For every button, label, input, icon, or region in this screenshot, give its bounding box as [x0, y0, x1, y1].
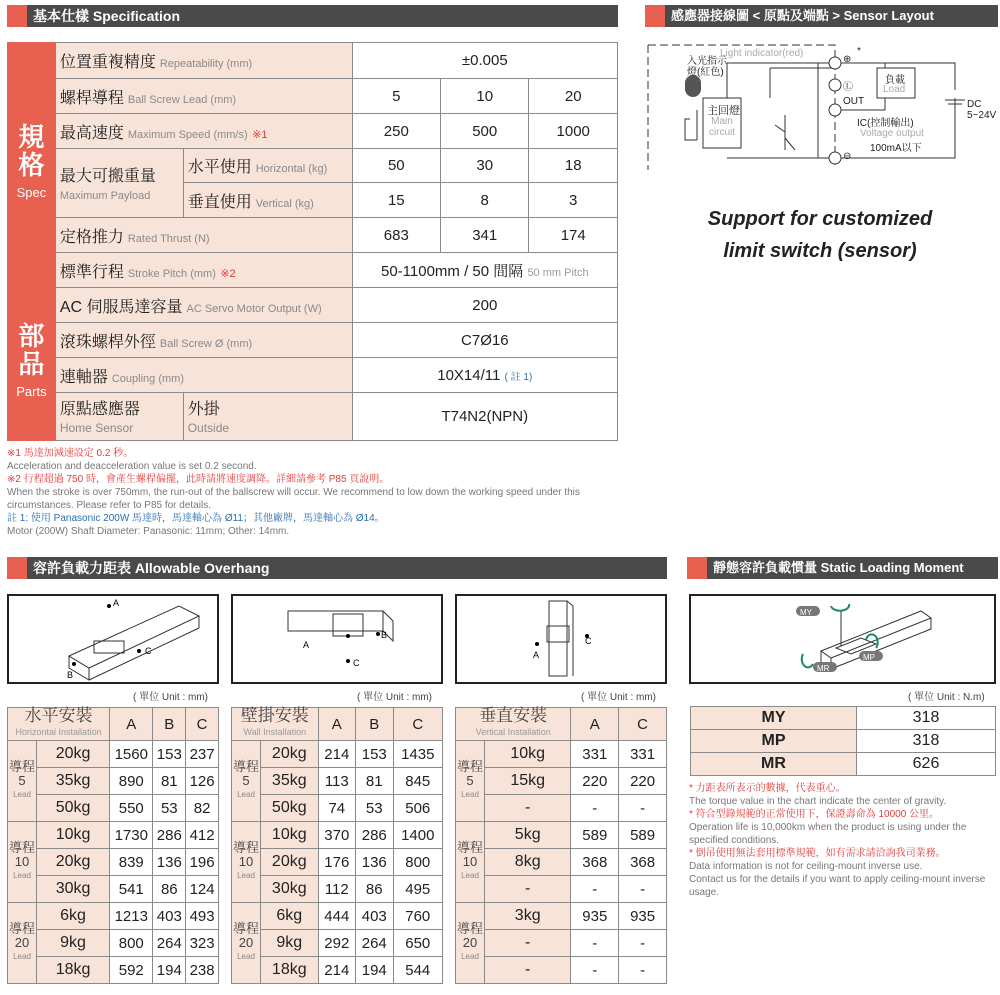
voltage-label: 5~24V — [967, 110, 997, 121]
column-header: A — [571, 708, 619, 741]
svg-text:C: C — [145, 646, 152, 656]
unit-label: ( 單位 Unit : mm) — [581, 692, 656, 703]
svg-text:MP: MP — [863, 653, 875, 662]
value-cell: 136 — [356, 849, 393, 876]
lead-cell: 導程 10 Lead — [232, 822, 261, 903]
column-header: C — [619, 708, 667, 741]
light-indicator-label: Light indicator(red) — [720, 48, 804, 59]
moment-row — [691, 707, 996, 730]
value-cell: 214 — [318, 957, 355, 984]
table-row — [456, 795, 667, 822]
payload-vertical-label: 垂直使用 Vertical (kg) — [183, 183, 352, 218]
sensor-label: 原點感應器 Home Sensor — [55, 393, 183, 441]
value-cell: 264 — [356, 930, 393, 957]
payload-value: 3 — [529, 183, 618, 218]
value-cell: 53 — [356, 795, 393, 822]
value-cell: 292 — [318, 930, 355, 957]
note: ※1 馬達加減速設定 0.2 秒。 — [7, 448, 134, 459]
payload-value: 15 — [352, 183, 440, 218]
load-cell: 10kg — [485, 741, 571, 768]
lead-cell: 導程 20 Lead — [232, 903, 261, 984]
column-header: C — [393, 708, 443, 741]
value-cell: 86 — [153, 876, 186, 903]
value-cell: 1400 — [393, 822, 443, 849]
load-cell: 20kg — [37, 849, 110, 876]
table-row — [8, 930, 219, 957]
value-cell: - — [619, 930, 667, 957]
value-cell: 194 — [153, 957, 186, 984]
moment-key: MY — [691, 707, 857, 730]
value-cell: - — [619, 795, 667, 822]
dc-label: DC — [967, 99, 982, 110]
value-cell: - — [571, 957, 619, 984]
value-cell: 331 — [571, 741, 619, 768]
value-cell: 286 — [153, 822, 186, 849]
speed-value: 250 — [352, 114, 440, 149]
value-cell: 323 — [186, 930, 219, 957]
sensor-caption — [645, 203, 995, 267]
moment-key: MP — [691, 730, 857, 753]
value-cell: 196 — [186, 849, 219, 876]
value-cell: 74 — [318, 795, 355, 822]
payload-value: 50 — [352, 149, 440, 183]
value-cell: 53 — [153, 795, 186, 822]
moment-note: * 符合型錄規範的正常使用下，保證壽命為 10000 公里。 — [689, 809, 940, 820]
horizontal-diagram — [7, 594, 219, 684]
value-cell: 493 — [186, 903, 219, 930]
value-cell: 506 — [393, 795, 443, 822]
moment-row — [691, 730, 996, 753]
load-cell: - — [485, 957, 571, 984]
moment-notes — [689, 782, 997, 899]
thrust-value: 341 — [441, 218, 529, 253]
moment-note: Operation life is 10,000km when the product is using under the specified conditions. — [689, 822, 967, 846]
note: 註 1: 使用 Panasonic 200W 馬達時，馬達軸心為 Ø11；其他廠牌，馬達軸心為 Ø14。 — [7, 513, 385, 524]
payload-value: 8 — [441, 183, 529, 218]
load-cell: 6kg — [261, 903, 319, 930]
lead-value: 20 — [529, 79, 618, 114]
load-cell: 20kg — [261, 849, 319, 876]
value-cell: 264 — [153, 930, 186, 957]
svg-text:B: B — [381, 630, 388, 640]
table-title: 垂直安裝 Vertical Installation — [456, 708, 571, 741]
load-cell: 18kg — [261, 957, 319, 984]
moment-value: 626 — [857, 753, 996, 776]
load-cell: 50kg — [37, 795, 110, 822]
value-cell: 214 — [318, 741, 355, 768]
value-cell: 1730 — [110, 822, 153, 849]
svg-text:MR: MR — [817, 664, 830, 673]
value-cell: 238 — [186, 957, 219, 984]
value-cell: 412 — [186, 822, 219, 849]
column-header: A — [318, 708, 355, 741]
load-cell: 30kg — [37, 876, 110, 903]
spec-table — [7, 42, 618, 441]
table-title: 水平安裝 Horizontal Installation — [8, 708, 110, 741]
value-cell: 153 — [356, 741, 393, 768]
svg-text:B: B — [67, 670, 74, 680]
sensor-header-title: 感應器接線圖 < 原點及端點 > Sensor Layout — [665, 5, 998, 27]
led-label: 入光指示燈(紅色) — [687, 56, 727, 78]
value-cell: 124 — [186, 876, 219, 903]
note: When the stroke is over 750mm, the run-out of the ballscrew will occur. We recommend to low down the working speed under this circumstances. Please refer to P85 for details. — [7, 487, 580, 511]
note: ※2 行程超過 750 時，會產生螺桿偏擺，此時請將速度調降。詳細請參考 P85 頁說明。 — [7, 474, 390, 485]
value-cell: 113 — [318, 768, 355, 795]
moment-note: Contact us for the details if you want to apply ceiling-mount inverse usage. — [689, 874, 986, 898]
value-cell: 153 — [153, 741, 186, 768]
spec-group: 規格 Spec — [8, 43, 56, 288]
thrust-value: 683 — [352, 218, 440, 253]
spec-header-title: 基本仕樣 Specification — [27, 5, 618, 27]
table-row — [232, 741, 443, 768]
load-cell: - — [485, 876, 571, 903]
value-cell: 368 — [571, 849, 619, 876]
moment-note: Data information is not for ceiling-mount inverse use. — [689, 861, 923, 872]
value-cell: 495 — [393, 876, 443, 903]
table-row — [456, 741, 667, 768]
load-cell: 10kg — [37, 822, 110, 849]
load-cell: 9kg — [37, 930, 110, 957]
moment-unit: ( 單位 Unit : N.m) — [908, 692, 985, 703]
value-cell: - — [571, 795, 619, 822]
value-cell: 544 — [393, 957, 443, 984]
svg-text:MY: MY — [800, 608, 812, 617]
load-cell: 18kg — [37, 957, 110, 984]
minus-terminal: ⊖ — [843, 151, 852, 162]
table-row — [232, 849, 443, 876]
lead-cell: 導程 5 Lead — [232, 741, 261, 822]
caption-line: limit switch (sensor) — [723, 240, 917, 262]
payload-value: 18 — [529, 149, 618, 183]
value-cell: 592 — [110, 957, 153, 984]
speed-value: 1000 — [529, 114, 618, 149]
load-cell: 5kg — [485, 822, 571, 849]
stroke-label: 標準行程 Stroke Pitch (mm) ※2 — [55, 253, 352, 288]
value-cell: - — [619, 876, 667, 903]
payload-value: 30 — [441, 149, 529, 183]
table-row — [8, 849, 219, 876]
value-cell: 286 — [356, 822, 393, 849]
moment-header-title: 靜態容許負載慣量 Static Loading Moment — [707, 557, 998, 579]
lead-value: 10 — [441, 79, 529, 114]
table-row — [8, 768, 219, 795]
table-row — [456, 822, 667, 849]
parts-group: 部品 Parts — [8, 288, 56, 441]
value-cell: 220 — [619, 768, 667, 795]
load-cell: 30kg — [261, 876, 319, 903]
overhang-table — [231, 707, 443, 984]
load-cell: 6kg — [37, 903, 110, 930]
column-header: B — [153, 708, 186, 741]
lead-cell: 導程 10 Lead — [456, 822, 485, 903]
value-cell: - — [571, 876, 619, 903]
column-header: C — [186, 708, 219, 741]
value-cell: 82 — [186, 795, 219, 822]
value-cell: - — [571, 930, 619, 957]
moment-diagram — [689, 594, 996, 684]
value-cell: 368 — [619, 849, 667, 876]
thrust-label: 定格推力 Rated Thrust (N) — [55, 218, 352, 253]
moment-row — [691, 753, 996, 776]
main-circuit-en: Main circuit — [708, 116, 736, 138]
lead-cell: 導程 20 Lead — [456, 903, 485, 984]
unit-label: ( 單位 Unit : mm) — [133, 692, 208, 703]
value-cell: 331 — [619, 741, 667, 768]
table-row — [8, 876, 219, 903]
load-cell: 3kg — [485, 903, 571, 930]
motor-label: AC 伺服馬達容量 AC Servo Motor Output (W) — [55, 288, 352, 323]
sensor-value: T74N2(NPN) — [352, 393, 617, 441]
overhang-table — [455, 707, 667, 984]
svg-text:A: A — [303, 640, 310, 650]
value-cell: - — [619, 957, 667, 984]
value-cell: 176 — [318, 849, 355, 876]
coupling-label: 連軸器 Coupling (mm) — [55, 358, 352, 393]
sensor-type: 外掛 Outside — [183, 393, 352, 441]
value-cell: 550 — [110, 795, 153, 822]
payload-label: 最大可搬重量 Maximum Payload — [55, 149, 183, 218]
value-cell: 1213 — [110, 903, 153, 930]
lead-cell: 導程 5 Lead — [456, 741, 485, 822]
repeatability-label: 位置重複精度 Repeatability (mm) — [55, 43, 352, 79]
svg-text:A: A — [113, 598, 120, 608]
load-cell: - — [485, 795, 571, 822]
load-cell: 15kg — [485, 768, 571, 795]
load-cell: 50kg — [261, 795, 319, 822]
value-cell: 237 — [186, 741, 219, 768]
value-cell: 370 — [318, 822, 355, 849]
table-row — [232, 930, 443, 957]
lead-cell: 導程 10 Lead — [8, 822, 37, 903]
table-row — [232, 903, 443, 930]
ballscrew-value: C7Ø16 — [352, 323, 617, 358]
current-label: 100mA以下 — [870, 143, 922, 154]
lead-cell: 導程 20 Lead — [8, 903, 37, 984]
wall-diagram — [231, 594, 443, 684]
value-cell: 403 — [356, 903, 393, 930]
moment-note: The torque value in the chart indicate the center of gravity. — [689, 796, 947, 807]
value-cell: 86 — [356, 876, 393, 903]
lead-cell: 導程 5 Lead — [8, 741, 37, 822]
caption-line: Support for customized — [707, 208, 933, 230]
value-cell: 839 — [110, 849, 153, 876]
vertical-diagram — [455, 594, 667, 684]
moment-key: MR — [691, 753, 857, 776]
value-cell: 220 — [571, 768, 619, 795]
table-row — [8, 822, 219, 849]
spec-header — [7, 5, 618, 27]
repeatability-value: ±0.005 — [352, 43, 617, 79]
column-header: A — [110, 708, 153, 741]
payload-horizontal-label: 水平使用 Horizontal (kg) — [183, 149, 352, 183]
motor-value: 200 — [352, 288, 617, 323]
stroke-value: 50-1100mm / 50 間隔 50 mm Pitch — [352, 253, 617, 288]
speed-value: 500 — [441, 114, 529, 149]
table-row — [8, 903, 219, 930]
table-row — [232, 957, 443, 984]
value-cell: 760 — [393, 903, 443, 930]
value-cell: 935 — [571, 903, 619, 930]
unit-label: ( 單位 Unit : mm) — [357, 692, 432, 703]
plus-terminal: ⊕ — [843, 54, 852, 65]
load-cell: 20kg — [261, 741, 319, 768]
overhang-table — [7, 707, 219, 984]
load-label: 負載 — [885, 75, 905, 86]
load-cell: 35kg — [261, 768, 319, 795]
out-terminal: OUT — [843, 96, 865, 107]
moment-value: 318 — [857, 730, 996, 753]
overhang-header — [7, 557, 667, 579]
load-cell: 8kg — [485, 849, 571, 876]
table-row — [232, 822, 443, 849]
value-cell: 403 — [153, 903, 186, 930]
value-cell: 81 — [356, 768, 393, 795]
table-row — [456, 768, 667, 795]
lead-value: 5 — [352, 79, 440, 114]
value-cell: 541 — [110, 876, 153, 903]
table-row — [456, 876, 667, 903]
value-cell: 800 — [393, 849, 443, 876]
value-cell: 650 — [393, 930, 443, 957]
table-row — [456, 903, 667, 930]
note: Acceleration and deacceleration value is set 0.2 second. — [7, 461, 257, 472]
table-row — [456, 930, 667, 957]
value-cell: 589 — [571, 822, 619, 849]
svg-text:A: A — [533, 650, 540, 660]
voltage-output-label: Voltage output — [860, 128, 924, 139]
note: Motor (200W) Shaft Diameter: Panasonic: 11mm; Other: 14mm. — [7, 526, 290, 537]
column-header: B — [356, 708, 393, 741]
value-cell: 935 — [619, 903, 667, 930]
load-en: Load — [883, 84, 906, 95]
ballscrew-label: 滾珠螺桿外徑 Ball Screw Ø (mm) — [55, 323, 352, 358]
value-cell: 194 — [356, 957, 393, 984]
sensor-diagram — [645, 40, 1000, 170]
moment-table — [690, 706, 996, 776]
table-row — [232, 876, 443, 903]
load-cell: 20kg — [37, 741, 110, 768]
table-row — [456, 849, 667, 876]
value-cell: 589 — [619, 822, 667, 849]
moment-note: * 倒吊使用無法套用標準規範，如有需求請洽詢我司業務。 — [689, 848, 946, 859]
value-cell: 890 — [110, 768, 153, 795]
table-row — [232, 795, 443, 822]
speed-label: 最高速度 Maximum Speed (mm/s) ※1 — [55, 114, 352, 149]
value-cell: 81 — [153, 768, 186, 795]
load-cell: 35kg — [37, 768, 110, 795]
main-circuit-label: 主回燈 — [707, 105, 740, 117]
load-cell: 9kg — [261, 930, 319, 957]
spec-notes — [7, 447, 617, 538]
coupling-value: 10X14/11 ( 註 1) — [352, 358, 617, 393]
value-cell: 800 — [110, 930, 153, 957]
moment-header — [687, 557, 998, 579]
value-cell: 136 — [153, 849, 186, 876]
value-cell: 112 — [318, 876, 355, 903]
star-mark: * — [857, 46, 861, 57]
moment-note: * 力距表所表示的數據，代表重心。 — [689, 783, 846, 794]
moment-value: 318 — [857, 707, 996, 730]
load-cell: 10kg — [261, 822, 319, 849]
value-cell: 126 — [186, 768, 219, 795]
sensor-header — [645, 5, 998, 27]
l-terminal: Ⓛ — [843, 82, 853, 93]
value-cell: 1435 — [393, 741, 443, 768]
table-row — [8, 795, 219, 822]
ic-label: IC(控制輸出) — [857, 118, 914, 129]
svg-text:C: C — [353, 658, 360, 668]
svg-text:C: C — [585, 636, 592, 646]
table-row — [456, 957, 667, 984]
overhang-header-title: 容許負載力距表 Allowable Overhang — [27, 557, 667, 579]
table-title: 壁掛安裝 Wall Installation — [232, 708, 319, 741]
lead-label: 螺桿導程 Ball Screw Lead (mm) — [55, 79, 352, 114]
table-row — [8, 957, 219, 984]
thrust-value: 174 — [529, 218, 618, 253]
value-cell: 845 — [393, 768, 443, 795]
table-row — [8, 741, 219, 768]
value-cell: 444 — [318, 903, 355, 930]
value-cell: 1560 — [110, 741, 153, 768]
table-row — [232, 768, 443, 795]
load-cell: - — [485, 930, 571, 957]
